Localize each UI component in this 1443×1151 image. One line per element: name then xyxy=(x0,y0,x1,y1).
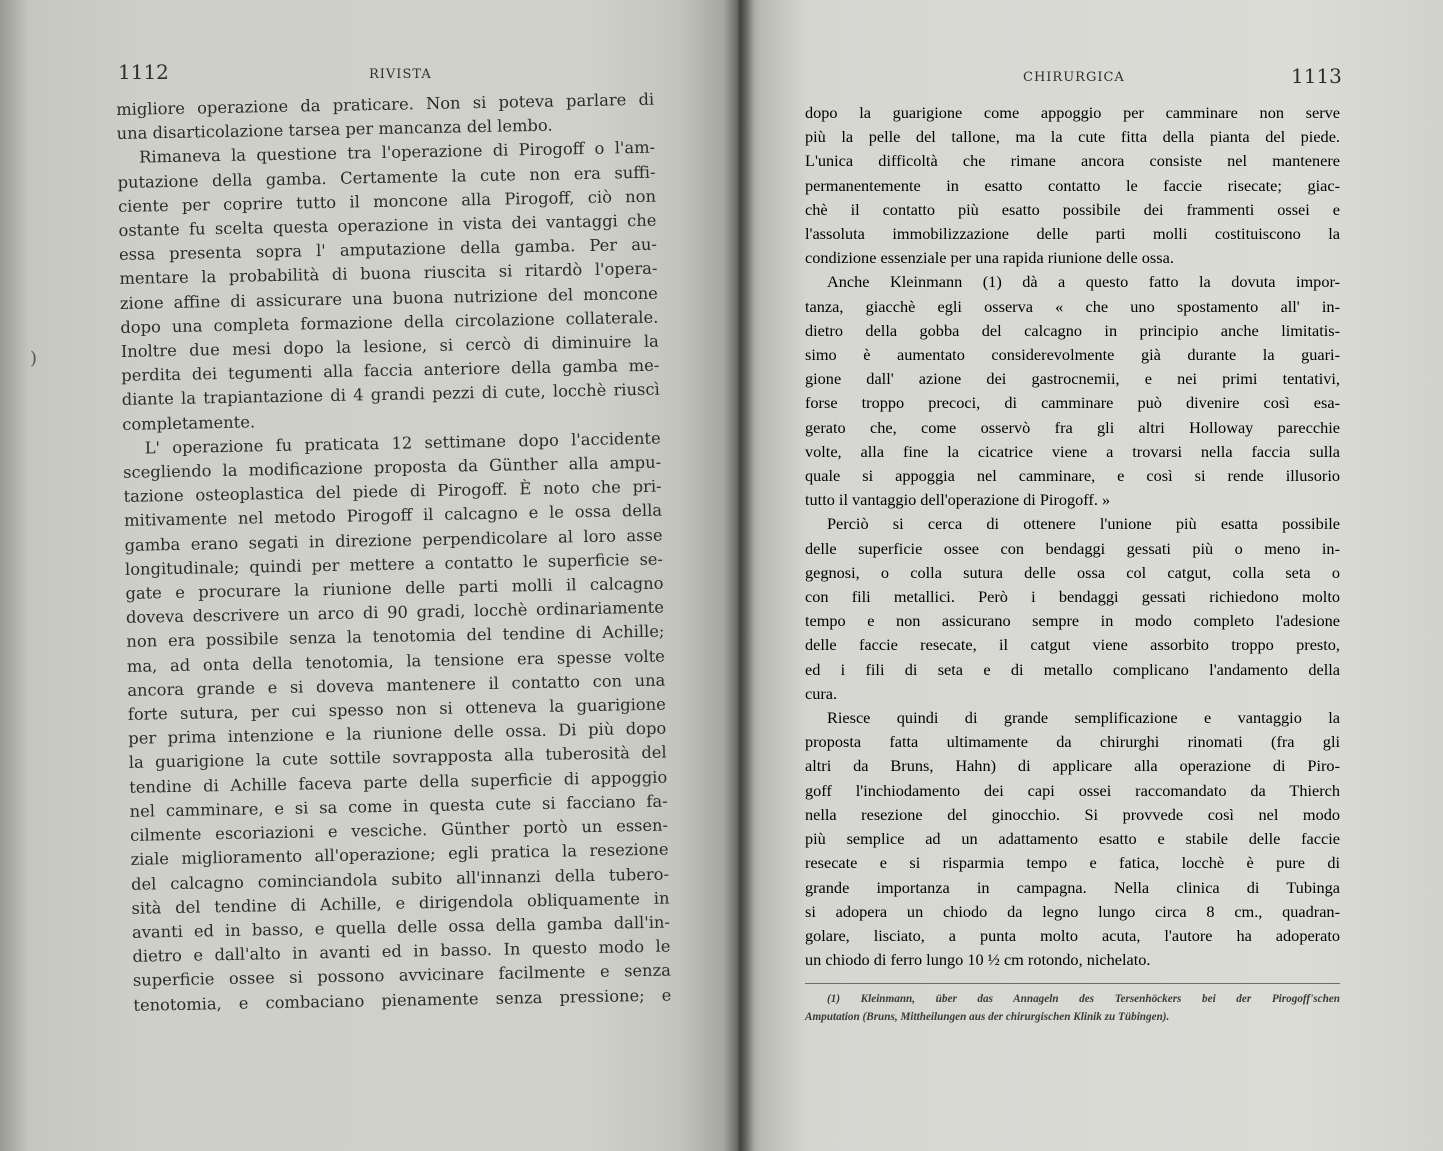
text-line: gerato che, come osservò fra gli altri Holloway parecchie xyxy=(805,417,1340,437)
text-line: una disarticolazione tarsea per mancanza del lembo. xyxy=(116,115,553,144)
footnote-line: (1) Kleinmann, über das Annageln des Tersenhöckers bei der Pirogoff'schen xyxy=(827,993,1340,1005)
text-line: gamba erano segati in direzione perpendicolare al loro asse xyxy=(124,525,663,555)
text-line: mitivamente nel metodo Pirogoff il calcagno e le ossa della xyxy=(123,501,663,531)
right-page-body xyxy=(805,101,1340,972)
margin-mark: ) xyxy=(30,348,38,369)
text-line: mentare la probabilità di buona riuscita si ritardò l'opera- xyxy=(119,259,658,289)
page-number-right: 1113 xyxy=(1291,64,1342,88)
running-head-right: CHIRURGICA xyxy=(1023,70,1125,85)
text-line: nella resezione del ginocchio. Si provvede così nel modo xyxy=(805,804,1340,824)
text-line: ciente per coprire tutto il moncone alla Pirogoff, ciò non xyxy=(117,186,657,216)
text-line: condizione essenziale per una rapida riunione delle ossa. xyxy=(805,248,1174,268)
text-line: proposta fatta ultimamente da chirurghi rinomati (fra gli xyxy=(805,732,1340,752)
text-line: delle superficie ossee con bendaggi gessati più o meno in- xyxy=(805,538,1340,558)
running-head-left: RIVISTA xyxy=(369,67,432,82)
text-line: tutto il vantaggio dell'operazione di Pirogoff. » xyxy=(805,490,1111,510)
text-line: gione dall' azione dei gastrocnemii, e nei primi tentativi, xyxy=(805,369,1340,389)
text-line: sità del tendine di Achille, e dirigendola obliquamente in xyxy=(131,888,670,918)
text-line: volte, alla fine la cicatrice viene a trovarsi nella faccia sulla xyxy=(805,441,1340,461)
text-line: forte sutura, per cui spesso non si otteneva la guarigione xyxy=(127,694,666,724)
text-line: doveva descrivere un arco di 90 gradi, locchè ordinariamente xyxy=(125,597,665,628)
text-line: tendine di Achille faceva parte della superficie di appoggio xyxy=(129,767,668,797)
text-line: tazione osteoplastica del piede di Pirogoff. È noto che pri- xyxy=(123,476,662,507)
page-number-left: 1112 xyxy=(118,60,169,84)
text-line: del calcagno cominciandola subito all'innanzi della tubero- xyxy=(130,864,670,894)
text-line: migliore operazione da praticare. Non si poteva parlare di xyxy=(116,89,655,119)
text-line: golare, lisciato, a punta molto acuta, l'autore ha adoperato xyxy=(805,925,1340,945)
text-line: Inoltre due mesi dopo la lesione, si cercò di diminuire la xyxy=(120,331,659,361)
text-line: cura. xyxy=(805,683,838,703)
text-line: gegnosi, o colla sutura delle ossa col catgut, colla seta o xyxy=(805,562,1340,582)
text-line: essa presenta sopra l' amputazione della gamba. Per au- xyxy=(118,234,658,265)
footnote-rule xyxy=(805,983,1340,984)
text-line: scegliendo la modificazione proposta da Günther alla ampu- xyxy=(123,452,662,482)
text-line: ed i fili di seta e di metallo complicano l'andamento della xyxy=(805,659,1340,679)
text-line: ancora grande e si doveva mantenere il contatto con una xyxy=(127,670,666,700)
text-line: tanza, giacchè egli osserva « che uno spostamento all' in- xyxy=(805,296,1340,316)
text-line: un chiodo di ferro lungo 10 ½ cm rotondo, nichelato. xyxy=(805,950,1151,970)
text-line: con fili metallici. Però i bendaggi gessati richiedono molto xyxy=(805,587,1340,607)
text-line: permanentemente in esatto contatto le faccie risecate; giac- xyxy=(805,175,1340,195)
text-line: dietro e dall'alto in avanti ed in basso. In questo modo le xyxy=(132,936,671,966)
text-line: cilmente escoriazioni e vesciche. Günther portò un essen- xyxy=(129,815,669,845)
text-line: dietro della gobba del calcagno in principio anche limitatis- xyxy=(805,320,1340,340)
text-line: Riesce quindi di grande semplificazione e vantaggio la xyxy=(827,708,1340,728)
text-line: si adopera un chiodo da legno lungo circa 8 cm., quadran- xyxy=(805,901,1340,921)
text-line: forse troppo precoci, di camminare può divenire così esa- xyxy=(805,393,1340,413)
text-line: goff l'inchiodamento dei capi ossei raccomandato da Thierch xyxy=(805,780,1340,800)
text-line: diante la trapiantazione di 4 grandi pezzi di cute, locchè riuscì xyxy=(121,380,660,410)
text-line: quale si appoggia nel camminare, e così si rende illusorio xyxy=(805,466,1340,486)
text-line: altri da Bruns, Hahn) di applicare alla operazione di Piro- xyxy=(805,756,1340,776)
text-line: per prima intenzione e la riunione delle ossa. Di più dopo xyxy=(128,718,667,749)
text-line: ziale miglioramento all'operazione; egli pratica la resezione xyxy=(130,839,669,870)
text-line: più semplice ad un adattamento esatto e stabile delle faccie xyxy=(805,829,1340,849)
text-line: completamente. xyxy=(122,412,256,434)
text-line: chè il contatto più esatto possibile dei frammenti ossei e xyxy=(805,199,1340,219)
text-line: grande importanza in campagna. Nella clinica di Tubinga xyxy=(805,877,1340,897)
text-line: dopo una completa formazione della circolazione collaterale. xyxy=(120,307,659,337)
text-line: l'assoluta immobilizzazione delle parti molli costituiscono la xyxy=(805,224,1340,244)
text-line: tempo e non assicurano sempre in modo completo l'adesione xyxy=(805,611,1340,631)
text-line: tenotomia, e combaciano pienamente senza pressione; e xyxy=(133,985,672,1015)
text-line: più la pelle del tallone, ma la cute fitta della pianta del piede. xyxy=(805,127,1340,147)
text-line: perdita dei tegumenti alla faccia anteriore della gamba me- xyxy=(121,355,660,386)
text-line: resecate e si risparmia tempo e fatica, locchè è pure di xyxy=(805,853,1340,873)
text-line: avanti ed in basso, e quella delle ossa della gamba dall'in- xyxy=(131,912,671,942)
text-line: non era possibile senza la tenotomia del tendine di Achille; xyxy=(126,622,665,652)
text-line: dopo la guarigione come appoggio per camminare non serve xyxy=(805,103,1340,122)
book-gutter xyxy=(724,0,754,1151)
text-line: longitudinale; quindi per mettere a contatto le superficie se- xyxy=(124,549,664,579)
text-line: simo è aumentato considerevolmente già durante la guari- xyxy=(805,345,1340,365)
text-line: delle faccie resecate, il catgut viene assorbito troppo presto, xyxy=(805,635,1340,655)
text-line: L' operazione fu praticata 12 settimane dopo l'accidente xyxy=(144,428,661,458)
text-line: la guarigione la cute sottile sovrapposta alla tuberosità del xyxy=(128,743,667,773)
footnote-line: Amputation (Bruns, Mittheilungen aus der chirurgischen Klinik zu Tübingen). xyxy=(805,1011,1170,1023)
text-line: Anche Kleinmann (1) dà a questo fatto la dovuta impor- xyxy=(827,272,1340,292)
text-line: Perciò si cerca di ottenere l'unione più esatta possibile xyxy=(827,514,1340,534)
text-line: superficie ossee si possono avvicinare facilmente e senza xyxy=(132,960,672,991)
text-line: ma, ad onta della tenotomia, la tensione era spesse volte xyxy=(126,646,665,676)
left-page-body xyxy=(116,88,672,1018)
text-line: putazione della gamba. Certamente la cute non era suffi- xyxy=(117,162,656,192)
text-line: ostante fu scelta questa operazione in vista dei vantaggi che xyxy=(118,210,657,240)
text-line: zione affine di assicurare una buona nutrizione del moncone xyxy=(119,283,659,313)
text-line: gate e procurare la riunione delle parti molli il calcagno xyxy=(125,573,664,603)
text-line: nel camminare, e si sa come in questa cute si facciano fa- xyxy=(129,791,668,821)
footnote xyxy=(805,990,1340,1026)
text-line: Rimaneva la questione tra l'operazione di Pirogoff o l'am- xyxy=(138,138,656,167)
text-line: L'unica difficoltà che rimane ancora consiste nel mantenere xyxy=(805,151,1340,171)
